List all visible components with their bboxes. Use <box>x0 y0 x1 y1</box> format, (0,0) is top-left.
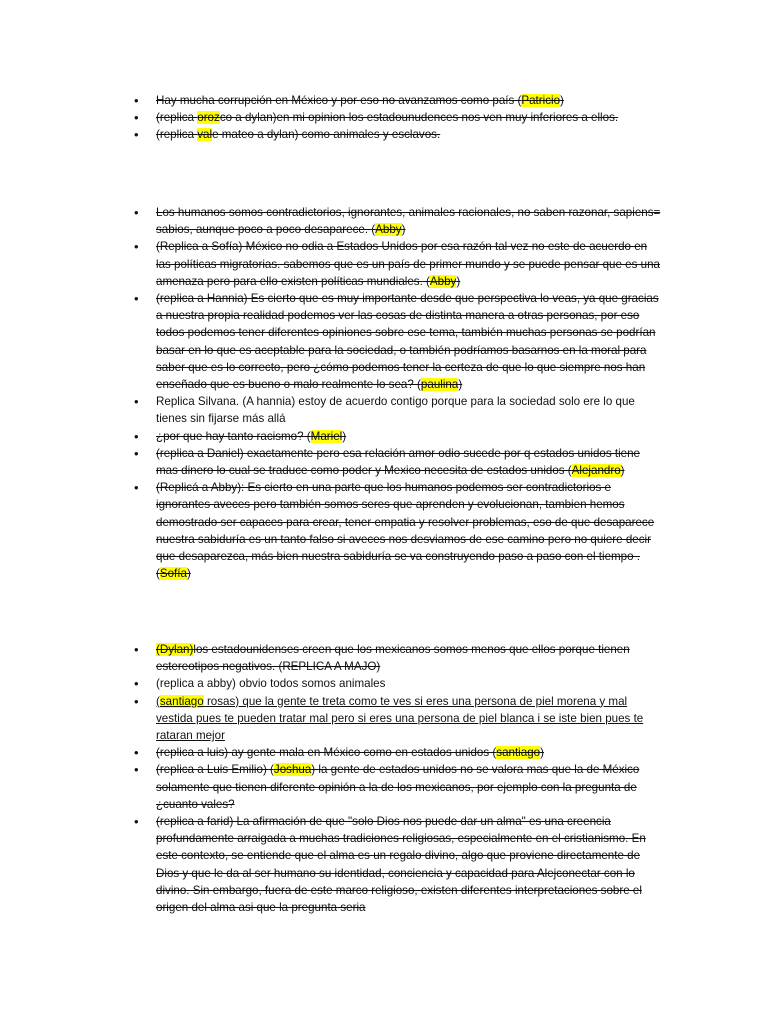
text-run: (replica a luis) ay gente mala en México como en estados unidos ( <box>156 746 497 760</box>
bullet-icon: • <box>134 205 139 220</box>
highlighted-name: Mariel <box>310 429 343 443</box>
text-run: Los humanos somos contradictorios, ignorantes, animales racionales, no saben razonar, sapiens= sabios, aunque poco a poco desaparece. ( <box>156 206 661 237</box>
list-item <box>130 445 662 479</box>
bullet-icon: • <box>134 814 139 830</box>
list-item <box>130 641 662 675</box>
highlighted-name: Alejandro <box>571 464 621 478</box>
text-run: ) <box>342 429 347 443</box>
list-item <box>130 126 662 143</box>
list-item <box>130 290 662 393</box>
text-run: rosas) que la gente te treta como te ves si eres una persona de piel morena y mal vestida pues te pueden tratar mal pero si eres una persona de piel blanca i se iste bien pues te rataran mejor <box>156 694 644 743</box>
bullet-icon: • <box>134 762 139 778</box>
text-run: (replica <box>156 128 198 142</box>
bullet-icon: • <box>134 428 139 444</box>
text-run: ) <box>401 223 406 237</box>
list-item-text <box>156 430 346 443</box>
bullet-icon: • <box>134 239 139 255</box>
bullet-icon: • <box>134 394 139 410</box>
bullet-list-2 <box>130 204 662 582</box>
text-run: ) <box>458 378 463 392</box>
highlighted-name: paulina <box>420 378 459 392</box>
list-item <box>130 204 662 238</box>
text-run: ) la gente de estados unidos no se valora mas que la de México solamente que tienen diferente opinión a la de los mexicanos, por ejemplo con la pregunta de ¿cuanto vales? <box>156 763 640 811</box>
list-item <box>130 393 662 427</box>
list-item-text <box>156 815 646 914</box>
list-item <box>130 744 662 761</box>
text-run: ) <box>456 274 461 288</box>
list-item-text <box>156 94 564 107</box>
text-run: los estadounidenses creen que los mexicanos somos menos que ellos porque tienen estereotipos negativos. (REPLICA A MAJO) <box>156 643 630 674</box>
list-item-text <box>156 111 618 124</box>
list-item <box>130 109 662 126</box>
text-run: ) <box>540 746 544 760</box>
bullet-icon: • <box>134 480 139 496</box>
bullet-icon: • <box>134 693 139 709</box>
text-run: ( <box>156 694 160 708</box>
list-item-text <box>156 677 385 690</box>
text-run: ¿por que hay tanto racismo? ( <box>156 429 311 443</box>
list-item <box>130 675 662 692</box>
text-run: (replica a Hannia) Es cierto que es muy importante desde que perspectiva lo veas, ya que gracias a nuestra propia realidad podemos ver las cosas de distinta manera a otras personas, por eso todos podemos tener diferentes opiniones sobre ese tema, también muchas personas se podrían basar en lo que es aceptable para la sociedad, o también podríamos basarnos en la moral para saber que es lo correcto, pero ¿cómo podemos tener la certeza de que lo que siempre nos han enseñado que es bueno o malo realmente lo sea? ( <box>156 292 659 392</box>
list-item-text <box>156 695 643 742</box>
bullet-icon: • <box>134 642 139 657</box>
text-run: (Replicá a Abby): Es cierto en una parte que los humanos podemos ser contradictorios e ignorantes aveces pero también somos seres que aprenden y evolucionan, tambien hemos demostrado ser capaces para crear, tener empatia y resolver problemas, eso de que desaparece nuestra sabiduría es un tanto falso si aveces nos desviamos de ese camino pero no quiere decir que desaparezca, más bien nuestra sabiduría se va construyendo paso a paso con el tiempo . ( <box>156 481 655 581</box>
highlighted-name: santiago <box>496 746 541 760</box>
text-run: (replica a abby) obvio todos somos animales <box>156 677 386 691</box>
list-item-text <box>156 395 635 425</box>
text-run: (replica a Daniel) exactamente pero esa relación amor odio sucede por q estados unidos tiene mas dinero lo cual se traduce como poder y Mexico necesita de estados unidos ( <box>156 446 640 478</box>
text-run: Hay mucha corrupción en México y por eso no avanzamos como país ( <box>156 94 522 107</box>
text-run: (replica a Luis Emilio) ( <box>156 763 274 777</box>
list-item <box>130 92 662 109</box>
list-item <box>130 479 662 582</box>
bullet-icon: • <box>134 93 139 108</box>
bullet-icon: • <box>134 445 139 461</box>
list-item-text <box>156 292 659 391</box>
highlighted-name: Patricio <box>521 94 561 107</box>
list-item <box>130 693 662 745</box>
highlighted-name: Abby <box>429 274 457 288</box>
list-item-text <box>156 240 660 287</box>
list-item <box>130 238 662 290</box>
text-run: Replica Silvana. (A hannia) estoy de acuerdo contigo porque para la sociedad solo ere lo que tienes sin fijarse más allá <box>156 395 635 426</box>
bullet-icon: • <box>134 291 139 307</box>
list-item-text <box>156 128 440 141</box>
highlighted-name: val <box>197 128 213 142</box>
bullet-icon: • <box>134 110 139 126</box>
text-run: ) <box>560 94 564 107</box>
text-run: co a dylan)en mi opinion los estadounudences nos ven muy inferiores a ellos. <box>219 111 619 125</box>
list-item-text <box>156 746 544 759</box>
list-item <box>130 428 662 445</box>
highlighted-name: Sofía <box>159 567 187 581</box>
text-run: (replica <box>156 111 198 125</box>
list-item-text <box>156 447 640 477</box>
highlighted-name: Abby <box>375 223 402 237</box>
bullet-icon: • <box>134 745 139 761</box>
text-run: ) <box>620 464 625 478</box>
list-item <box>130 813 662 916</box>
highlighted-name: (Dylan) <box>156 643 194 656</box>
bullet-icon: • <box>134 127 139 143</box>
list-item-text <box>156 206 660 236</box>
bullet-list-3 <box>130 641 662 916</box>
bullet-list-1 <box>130 92 662 144</box>
list-item <box>130 761 662 813</box>
highlighted-name: oroz <box>197 111 220 125</box>
highlighted-name: Joshua <box>273 763 312 777</box>
bullet-icon: • <box>134 676 139 692</box>
text-run: ) <box>186 567 191 581</box>
list-item-text <box>156 763 639 810</box>
highlighted-name: santiago <box>159 694 204 708</box>
list-item-text <box>156 643 630 673</box>
text-run: e mateo a dylan) como animales y esclavos. <box>212 128 441 142</box>
text-run: (Replica a Sofía) México no odia a Estados Unidos por esa razón tal vez no este de acuerdo en las políticas migratorias. sabemos que es un país de primer mundo y se puede pensar que es una amenaza pero para ello existen políticas mundiales. ( <box>156 240 660 288</box>
list-item-text <box>156 481 654 580</box>
text-run: (replica a farid) La afirmación de que "solo Dios nos puede dar un alma" es una creencia profundamente arraigada a muchas tradiciones religiosas, especialmente en el cristianismo. En este contexto, se entiende que el alma es un regalo divino, algo que proviene directamente de Dios y que le da al ser humano su identidad, conciencia y capacidad para Alejconectar con lo divino. Sin embargo, fuera de este marco religioso, existen diferentes interpretaciones sobre el origen del alma asi que la pregunta seria <box>156 815 646 915</box>
